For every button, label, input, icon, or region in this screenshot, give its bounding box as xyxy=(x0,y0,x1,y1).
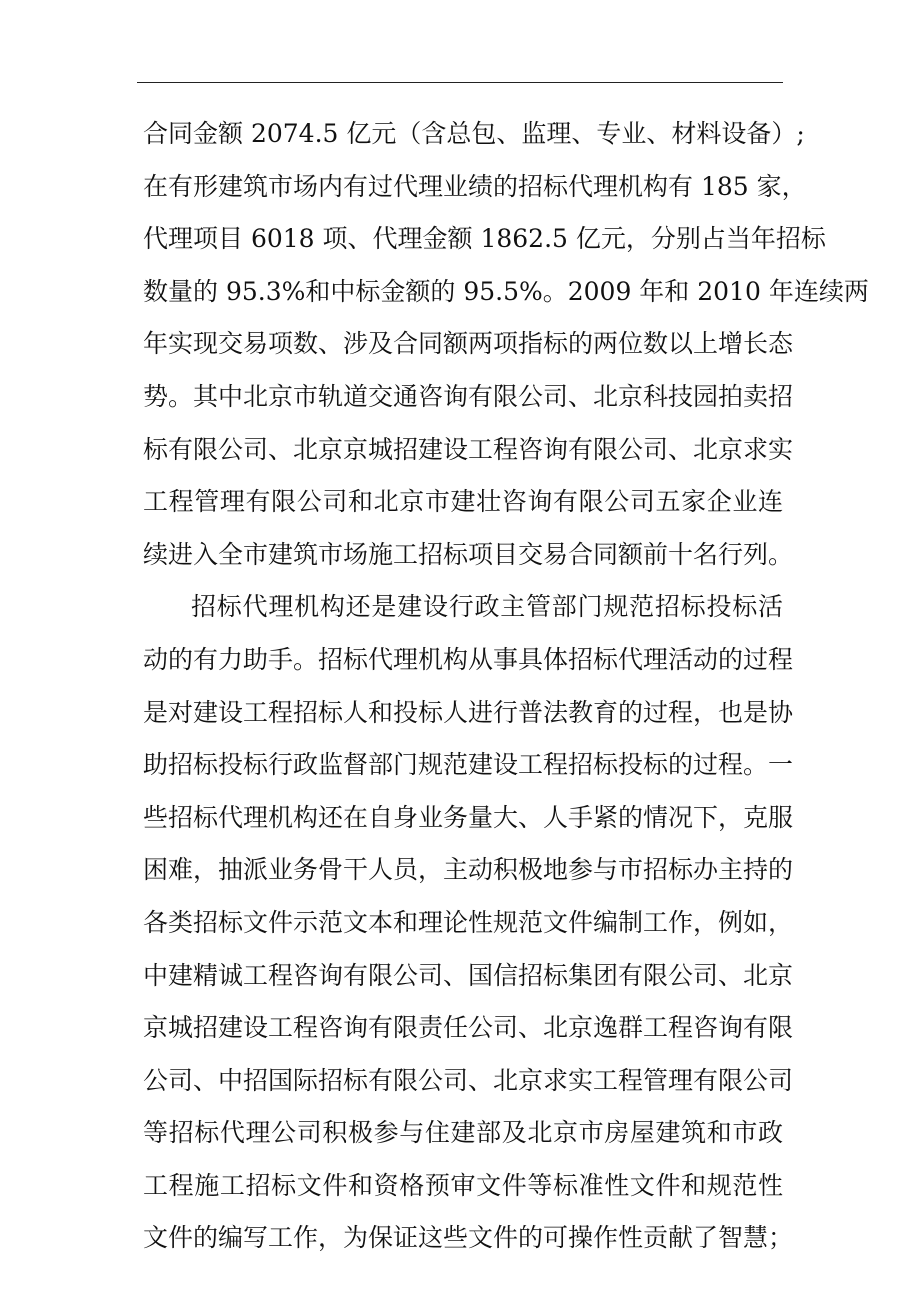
text-line: 合同金额 2074.5 亿元（含总包、监理、专业、材料设备）; xyxy=(143,119,805,148)
text-line: 京城招建设工程咨询有限责任公司、北京逸群工程咨询有限 xyxy=(143,1013,794,1043)
header-rule xyxy=(137,82,783,83)
text-line: 等招标代理公司积极参与住建部及北京市房屋建筑和市政 xyxy=(143,1118,783,1148)
text-line: 工程管理有限公司和北京市建壮咨询有限公司五家企业连 xyxy=(143,487,783,517)
text-line: 标有限公司、北京京城招建设工程咨询有限公司、北京求实 xyxy=(143,434,794,464)
text-line: 文件的编写工作，为保证这些文件的可操作性贡献了智慧； xyxy=(143,1223,794,1253)
text-line: 代理项目 6018 项、代理金额 1862.5 亿元，分别占当年招标 xyxy=(143,224,826,254)
text-line: 工程施工招标文件和资格预审文件等标准性文件和规范性 xyxy=(143,1170,783,1200)
text-line: 年实现交易项数、涉及合同额两项指标的两位数以上增长态 xyxy=(143,329,794,359)
text-line: 数量的 95.3%和中标金额的 95.5%。2009 年和 2010 年连续两 xyxy=(143,276,869,306)
text-line: 动的有力助手。招标代理机构从事具体招标代理活动的过程 xyxy=(143,644,794,674)
text-line: 是对建设工程招标人和投标人进行普法教育的过程，也是协 xyxy=(143,697,794,727)
text-line: 困难，抽派业务骨干人员，主动积极地参与市招标办主持的 xyxy=(143,855,794,885)
text-line: 势。其中北京市轨道交通咨询有限公司、北京科技园拍卖招 xyxy=(143,381,794,411)
paragraph-end-line: 续进入全市建筑市场施工招标项目交易合同额前十名行列。 xyxy=(143,539,794,569)
text-line: 中建精诚工程咨询有限公司、国信招标集团有限公司、北京 xyxy=(143,960,794,990)
body-text xyxy=(143,108,869,1265)
text-line: 各类招标文件示范文本和理论性规范文件编制工作，例如， xyxy=(143,907,794,937)
text-line: 公司、中招国际招标有限公司、北京求实工程管理有限公司 xyxy=(143,1065,794,1095)
text-line: 些招标代理机构还在自身业务量大、人手紧的情况下，克服 xyxy=(143,802,794,832)
text-line: 在有形建筑市场内有过代理业绩的招标代理机构有 185 家， xyxy=(143,171,807,201)
text-line: 助招标投标行政监督部门规范建设工程招标投标的过程。一 xyxy=(143,750,794,780)
paragraph-first-line: 招标代理机构还是建设行政主管部门规范招标投标活 xyxy=(191,592,783,622)
